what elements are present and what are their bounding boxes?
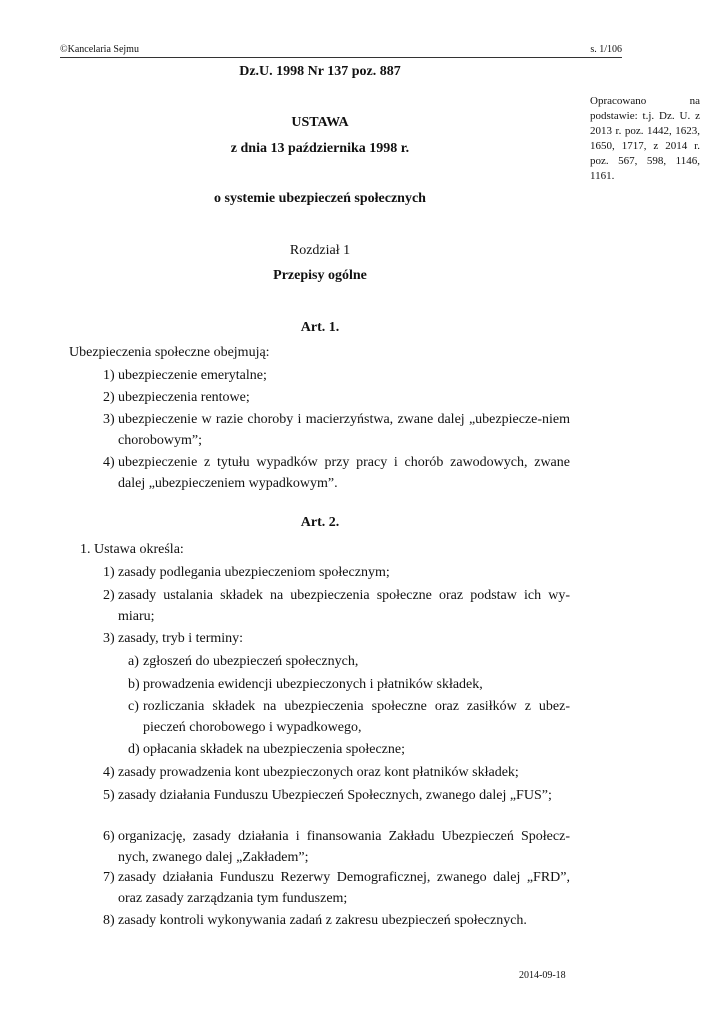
- list-item-number: d): [128, 742, 140, 757]
- footer-date: 2014-09-18: [519, 970, 566, 981]
- list-item-number: 3): [103, 631, 115, 646]
- side-note: Opracowano na podstawie: t.j. Dz. U. z 2013 r. poz. 1442, 1623, 1650, 1717, z 2014 r. poz. 567, 598, 1146, 1161.: [590, 95, 700, 182]
- list-item-number: a): [128, 654, 139, 669]
- list-item-number: 6): [103, 829, 115, 844]
- art1-intro: Ubezpieczenia społeczne obejmują:: [69, 345, 270, 360]
- list-item-number: 2): [103, 588, 115, 603]
- list-item-number: 3): [103, 412, 115, 427]
- list-item-text: ubezpieczenie w razie choroby i macierzyństwa, zwane dalej „ubezpiecze-niem chorobowym”;: [118, 412, 570, 448]
- list-item-text: zasady działania Funduszu Rezerwy Demograficznej, zwanego dalej „FRD”, oraz zasady zarządzania tym funduszem;: [118, 870, 570, 906]
- list-item-text: zasady prowadzenia kont ubezpieczonych oraz kont płatników składek;: [118, 765, 519, 780]
- page-number: s. 1/106: [590, 44, 622, 55]
- list-item-number: 4): [103, 455, 115, 470]
- list-item-text: zasady kontroli wykonywania zadań z zakresu ubezpieczeń społecznych.: [118, 913, 527, 928]
- list-item-text: zgłoszeń do ubezpieczeń społecznych,: [143, 654, 359, 669]
- art1-heading: Art. 1.: [300, 320, 340, 335]
- list-item-number: 2): [103, 390, 115, 405]
- list-item-text: zasady podlegania ubezpieczeniom społecznym;: [118, 565, 390, 580]
- list-item-number: 1): [103, 368, 115, 383]
- list-item-text: organizację, zasady działania i finansowania Zakładu Ubezpieczeń Społecz-nych, zwanego dalej „Zakładem”;: [118, 829, 570, 865]
- list-item-text: ubezpieczenie z tytułu wypadków przy pracy i chorób zawodowych, zwane dalej „ubezpieczeniem wypadkowym”.: [118, 455, 570, 491]
- list-item-text: ubezpieczenie emerytalne;: [118, 368, 267, 383]
- list-item-text: opłacania składek na ubezpieczenia społeczne;: [143, 742, 405, 757]
- list-item-text: zasady, tryb i terminy:: [118, 631, 244, 646]
- list-item-number: 1): [103, 565, 115, 580]
- list-item-text: prowadzenia ewidencji ubezpieczonych i płatników składek,: [143, 677, 483, 692]
- doc-type: USTAWA: [291, 115, 349, 130]
- list-item-number: 7): [103, 870, 115, 885]
- art2-heading: Art. 2.: [300, 515, 340, 530]
- list-item-text: zasady działania Funduszu Ubezpieczeń Społecznych, zwanego dalej „FUS”;: [118, 788, 552, 803]
- list-item-text: zasady ustalania składek na ubezpieczenia społeczne oraz podstaw ich wy-miaru;: [118, 588, 570, 624]
- art2-intro: 1. Ustawa określa:: [80, 542, 184, 557]
- chapter-number: Rozdział 1: [289, 243, 351, 258]
- page-header: [60, 44, 622, 58]
- list-item-number: 4): [103, 765, 115, 780]
- list-item-text: rozliczania składek na ubezpieczenia społeczne oraz zasiłków z ubez-pieczeń chorobowego i wypadkowego,: [143, 699, 570, 735]
- header-source: ©Kancelaria Sejmu: [60, 44, 139, 55]
- chapter-title: Przepisy ogólne: [273, 268, 367, 283]
- list-item-number: c): [128, 699, 139, 714]
- list-item-text: ubezpieczenia rentowe;: [118, 390, 250, 405]
- doc-date: z dnia 13 października 1998 r.: [230, 141, 410, 156]
- list-item-number: 5): [103, 788, 115, 803]
- list-item-number: b): [128, 677, 140, 692]
- list-item-number: 8): [103, 913, 115, 928]
- doc-subject: o systemie ubezpieczeń społecznych: [214, 191, 426, 206]
- doc-ref: Dz.U. 1998 Nr 137 poz. 887: [239, 64, 401, 79]
